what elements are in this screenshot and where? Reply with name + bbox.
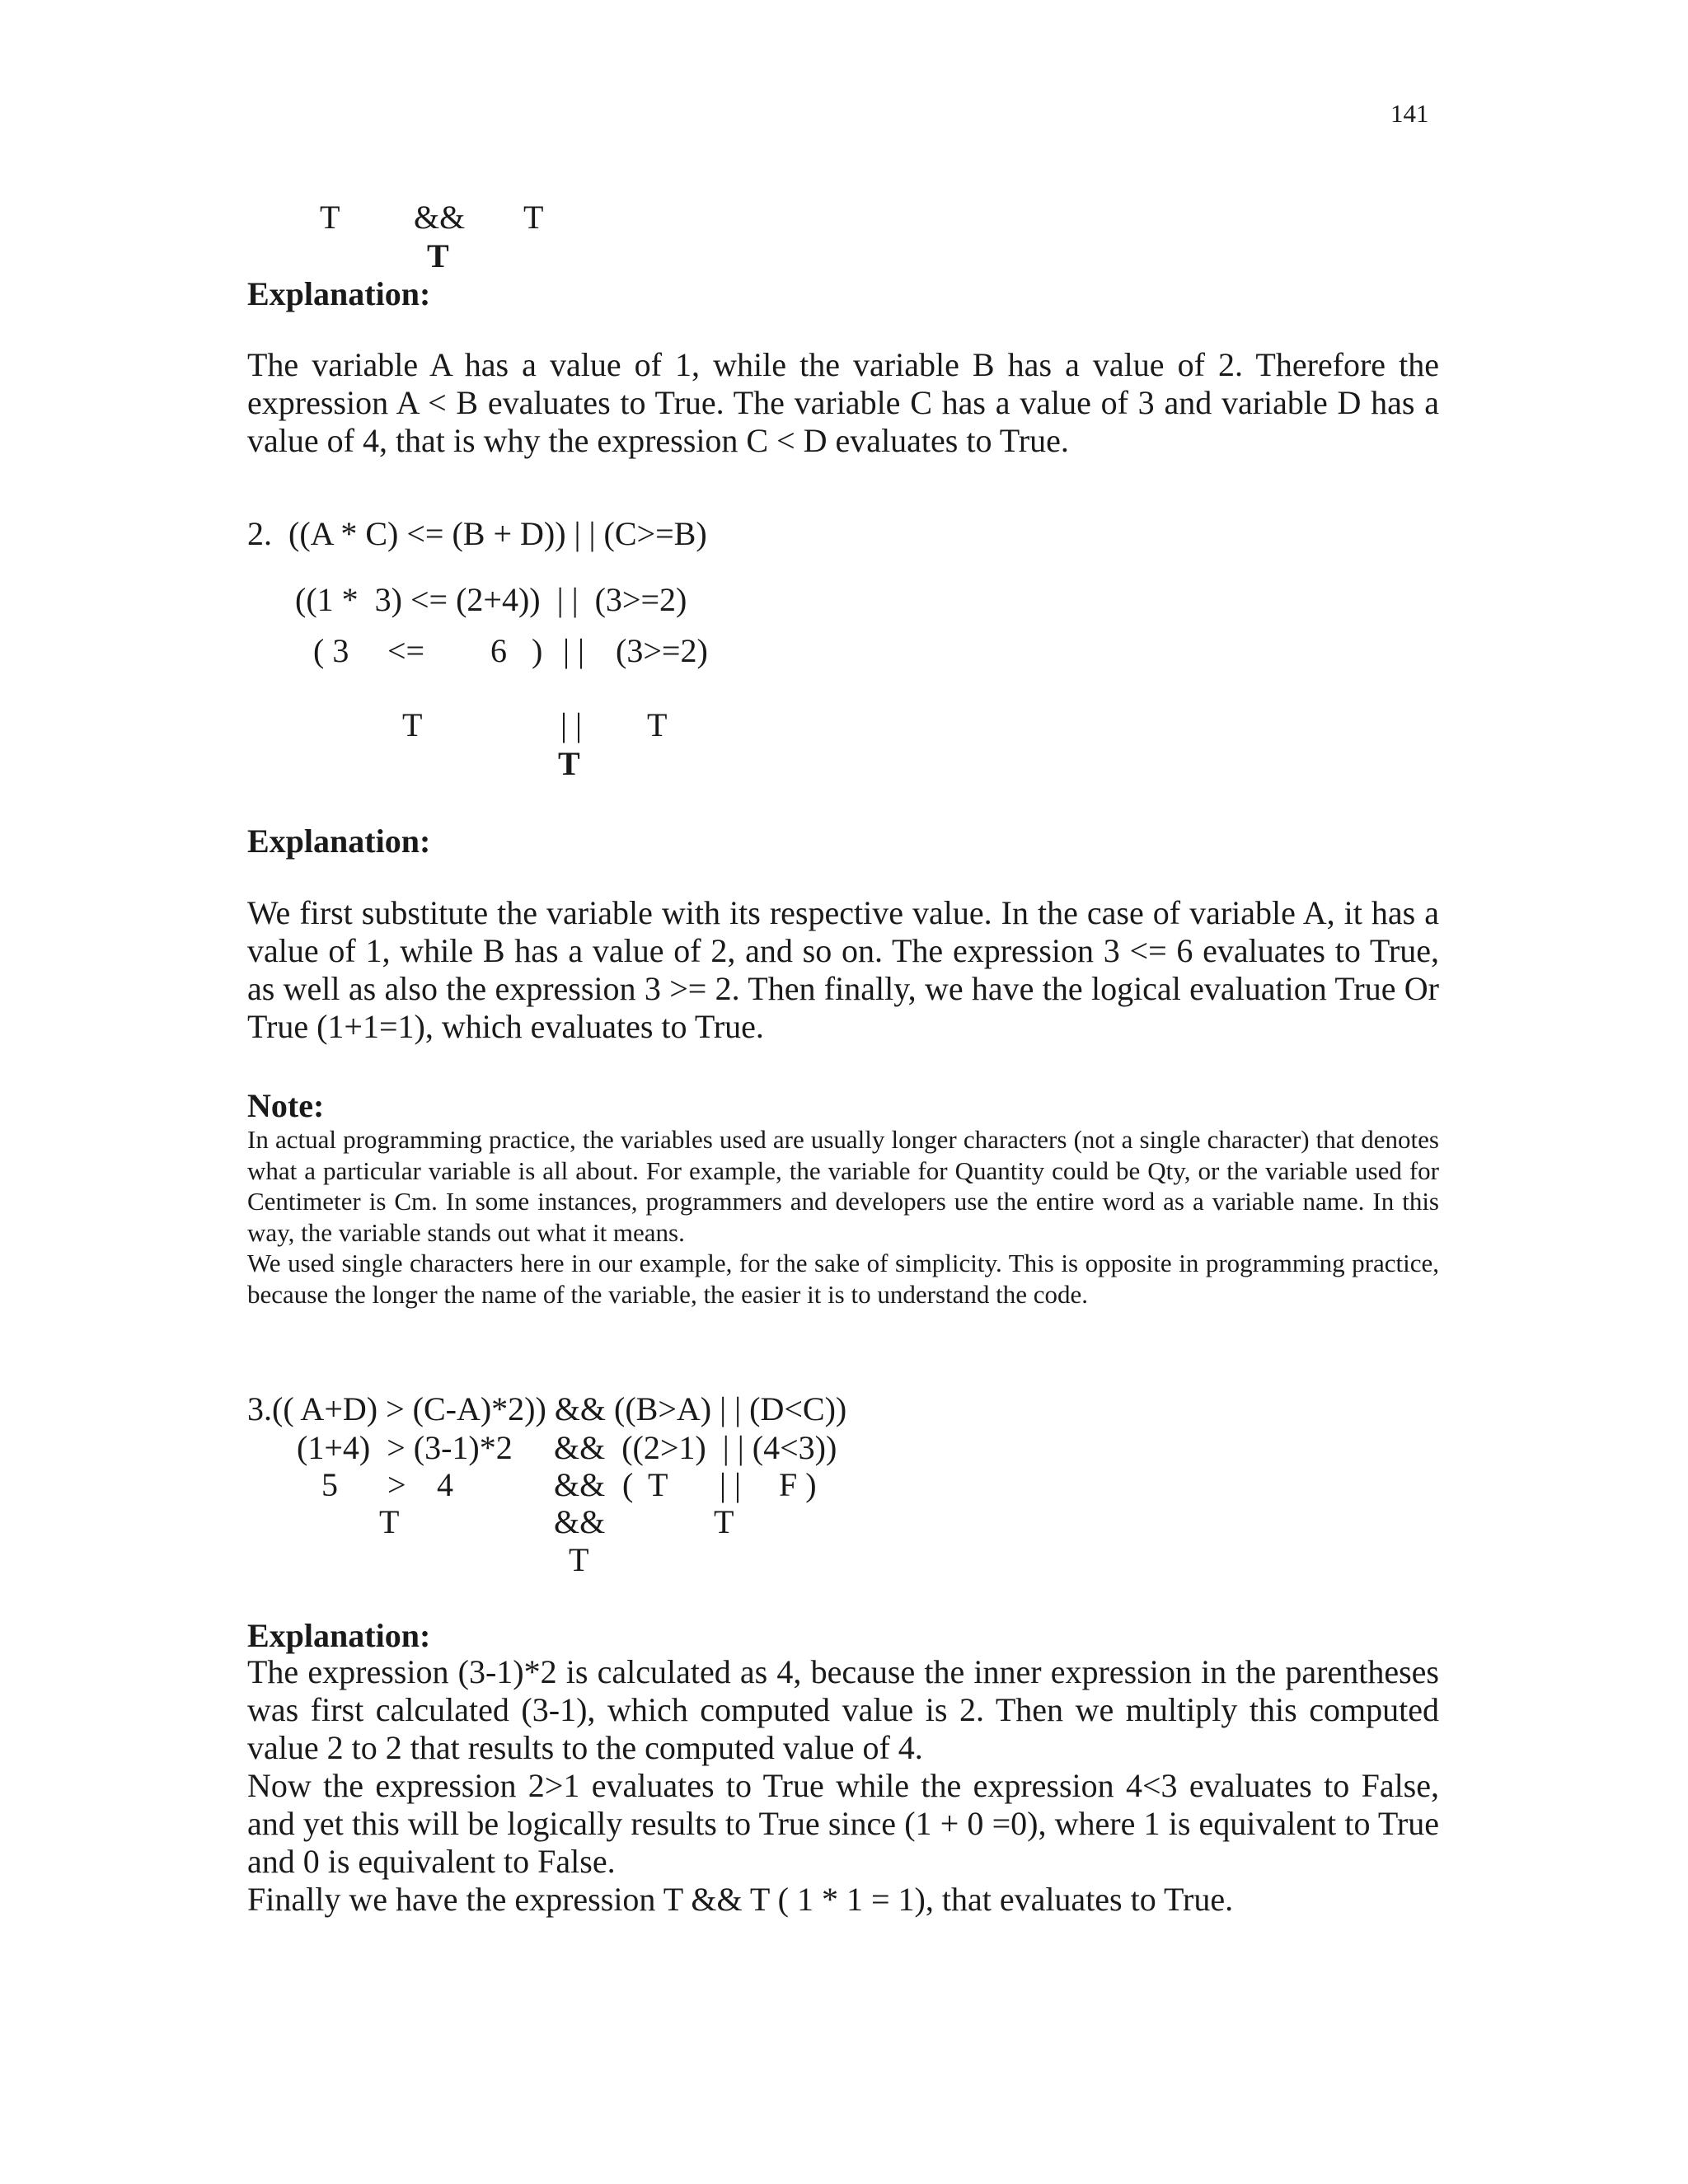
explanation-paragraph: The variable A has a value of 1, while the variable B has a value of 2. Therefore the expression A < B evaluates to True. The variable C has a value of 3 and variable D has a value of 4, that is why the expression C < D evaluates to True. [247,346,1439,459]
explanation-paragraph: Finally we have the expression T && T ( 1 * 1 = 1), that evaluates to True. [247,1881,1234,1918]
note-paragraph: We used single characters here in our example, for the sake of simplicity. This is opposite in programming practice, because the longer the name of the variable, the easier it is to understand the code. [247,1249,1439,1309]
page-number: 141 [1390,99,1429,128]
expression-3: 3.(( A+D) > (C-A)*2)) && ((B>A) | | (D<C)) [247,1390,847,1427]
eval-operator: | | [563,632,585,669]
eval-result: T [569,1541,589,1578]
explanation-heading: Explanation: [247,275,431,312]
eval-token: ( [622,1466,634,1503]
eval-result: T [427,237,449,274]
expression-2: 2. ((A * C) <= (B + D)) | | (C>=B) [247,515,707,552]
explanation-heading: Explanation: [247,823,431,860]
eval-token: T [402,706,423,743]
eval-operator: | | [560,706,583,743]
substitution-line: (1+4) > (3-1)*2 [297,1429,513,1466]
substitution-line: ((1 * 3) <= (2+4)) | | (3>=2) [295,581,687,618]
note-heading: Note: [247,1087,325,1124]
explanation-paragraph: The expression (3-1)*2 is calculated as 4, because the inner expression in the parentheses was first calculated (3-1), which computed value is 2. Then we multiply this computed value 2 to 2 that results to the computed value of 4. [247,1653,1439,1766]
eval-token: T [647,706,668,743]
eval-token: T [379,1503,400,1540]
substitution-line: && ((2>1) | | (4<3)) [554,1429,837,1466]
explanation-paragraph: Now the expression 2>1 evaluates to True while the expression 4<3 evaluates to False, and yet this will be logically results to True since (1 + 0 =0), where 1 is equivalent to True and 0 is equivalent to False. [247,1767,1439,1880]
eval-result: T [558,745,580,782]
eval-token: F ) [779,1466,817,1503]
eval-token: (3>=2) [616,632,708,669]
eval-operator: && [414,199,466,236]
eval-operator: <= [387,632,425,669]
eval-token: T [648,1466,668,1503]
eval-token: 4 [437,1466,453,1503]
explanation-paragraph: We first substitute the variable with its respective value. In the case of variable A, it has a value of 1, while B has a value of 2, and so on. The expression 3 <= 6 evaluates to True, as well as also the expression 3 >= 2. Then finally, we have the logical evaluation True Or True (1+1=1), which evaluates to True. [247,894,1439,1045]
eval-token: T [523,199,544,236]
eval-operator: && [554,1466,606,1503]
eval-token: 5 [321,1466,338,1503]
eval-token: 6 [490,632,507,669]
eval-token: ( 3 [313,632,349,669]
eval-operator: && [554,1503,606,1540]
eval-operator: | | [720,1466,742,1503]
eval-operator: > [387,1466,406,1503]
eval-token: ) [532,632,543,669]
note-paragraph: In actual programming practice, the variables used are usually longer characters (not a single character) that denotes what a particular variable is all about. For example, the variable for Quantity could be Qty, or the variable used for Centimeter is Cm. In some instances, programmers and developers use the entire word as a variable name. In this way, the variable stands out what it means. [247,1125,1439,1247]
eval-token: T [714,1503,734,1540]
explanation-heading: Explanation: [247,1617,431,1654]
eval-token: T [320,199,340,236]
